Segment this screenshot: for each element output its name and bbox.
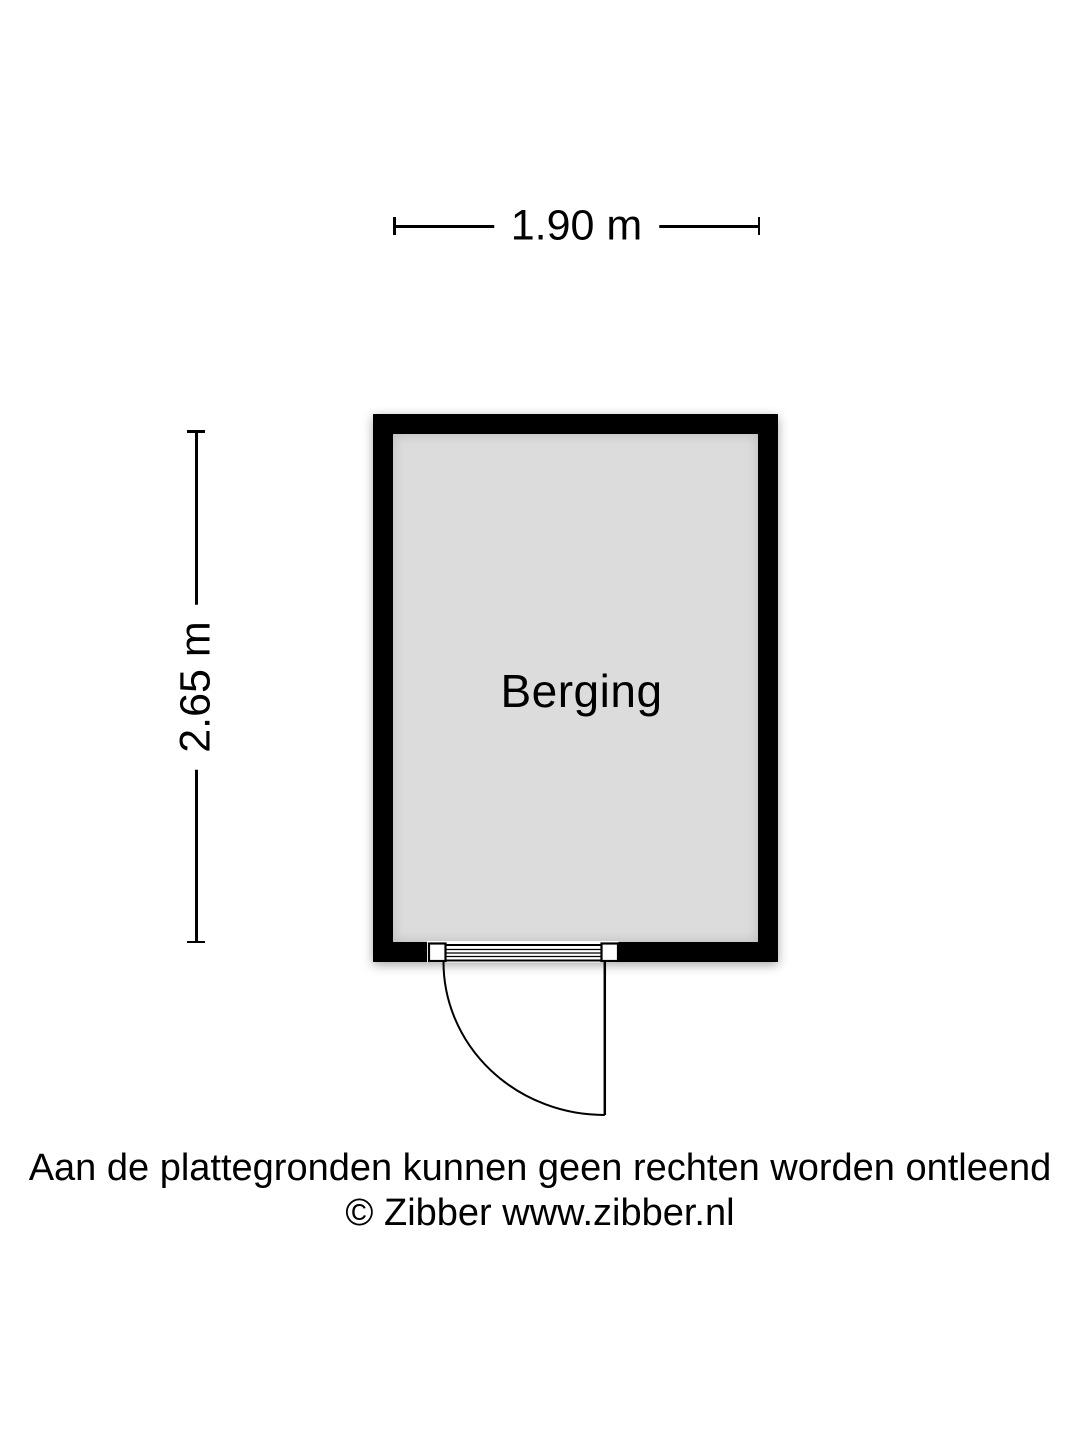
width-dimension-right-tick — [758, 217, 761, 235]
room-label: Berging — [500, 665, 663, 717]
width-dimension-label: 1.90 m — [494, 202, 659, 249]
disclaimer — [0, 1146, 1080, 1236]
door-jamb-right — [602, 944, 619, 962]
width-dimension-left-tick — [393, 217, 396, 235]
width-dimension — [393, 201, 760, 250]
height-dimension-label: 2.65 m — [172, 604, 219, 769]
height-dimension — [171, 430, 220, 943]
door-swing-arc — [444, 962, 605, 1115]
disclaimer-line1: Aan de plattegronden kunnen geen rechten worden ontleend — [28, 1147, 1052, 1189]
height-dimension-top-tick — [187, 430, 205, 433]
door-jamb-left — [429, 944, 446, 962]
room-berging — [373, 414, 778, 962]
door — [425, 938, 625, 1120]
height-dimension-bottom-tick — [187, 941, 205, 944]
disclaimer-line2: © Zibber www.zibber.nl — [345, 1192, 735, 1234]
